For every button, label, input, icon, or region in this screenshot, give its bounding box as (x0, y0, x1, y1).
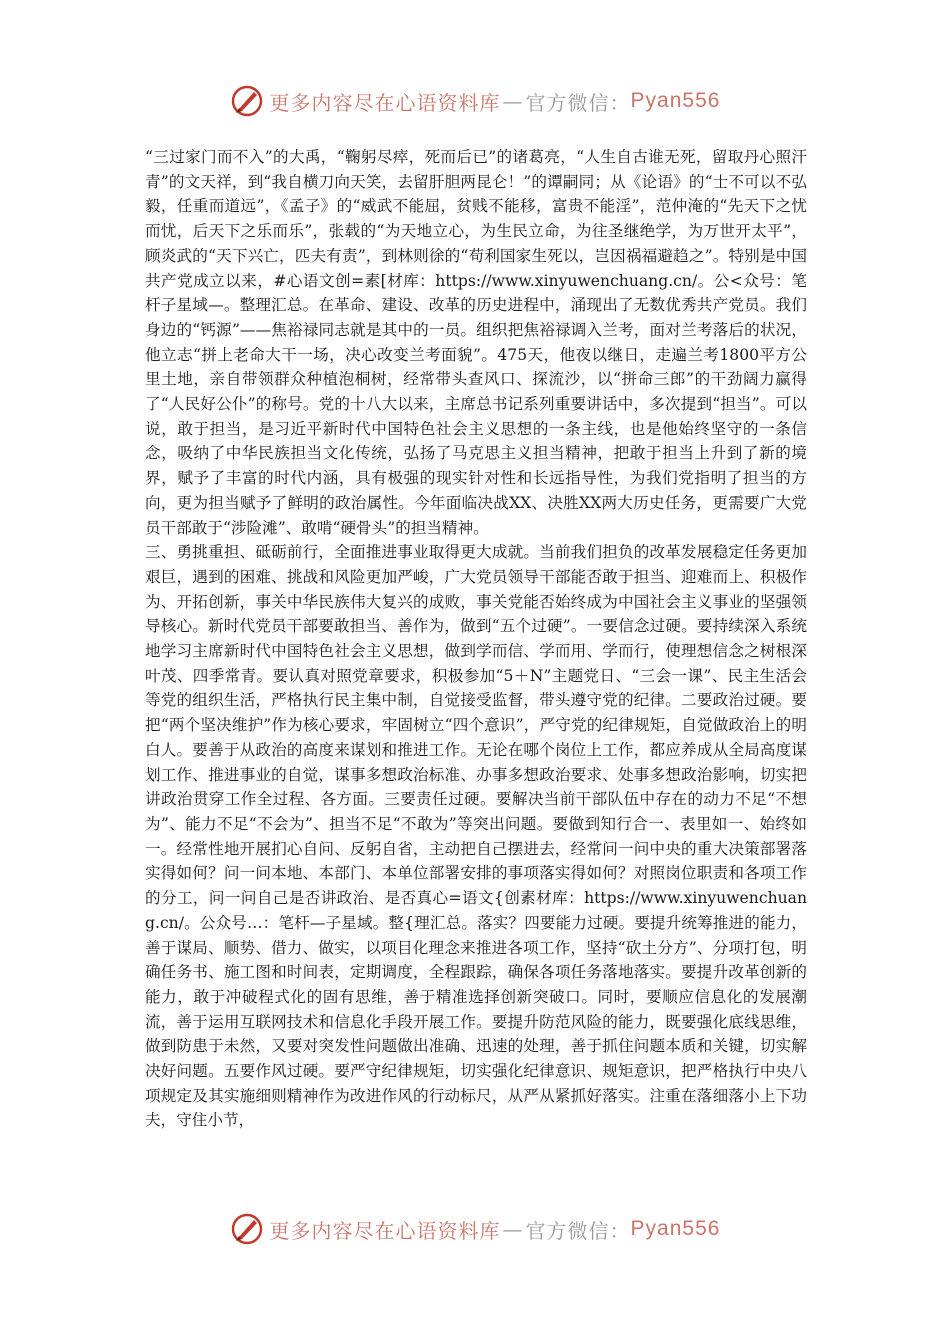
banner-label: 官方微信： (525, 1218, 631, 1243)
banner-label: 官方微信： (525, 90, 631, 115)
body-paragraph-1: “三过家门而不入”的大禹，“鞠躬尽瘁，死而后已”的诸葛亮，“人生自古谁无死，留取丹心照汗青”的文天祥，到“我自横刀向天笑，去留肝胆两昆仑！”的谭嗣同；从《论语》的“士不可以不弘毅，任重而道远”，《孟子》的“威武不能屈，贫贱不能移，富贵不能淫”，范仲淹的“先天下之忧而忧，后天下之乐而乐”，张载的“为天地立心，为生民立命，为往圣继绝学，为万世开太平”，顾炎武的“天下兴亡，匹夫有责”，到林则徐的“苟利国家生死以，岂因祸福避趋之”。特别是中国共产党成立以来，#心语文创=素[材库：https://www.xinyuwenchuang.cn/。公<众号：笔杆子星域—。整理汇总。在革命、建设、改革的历史进程中，涌现出了无数优秀共产党员。我们身边的“钙源”——焦裕禄同志就是其中的一员。组织把焦裕禄调入兰考，面对兰考落后的状况，他立志“拼上老命大干一场，决心改变兰考面貌”。475天，他夜以继日，走遍兰考1800平方公里土地，亲自带领群众种植泡桐树，经常带头查风口、探流沙，以“拼命三郎”的干劲阔力赢得了“人民好公仆”的称号。党的十八大以来，主席总书记系列重要讲话中，多次提到“担当”。可以说，敢于担当，是习近平新时代中国特色社会主义思想的一条主线，也是他始终坚守的一条信念，吸纳了中华民族担当文化传统，弘扬了马克思主义担当精神，把敢于担当上升到了新的境界，赋予了丰富的时代内涵，具有极强的现实针对性和长远指导性，为我们党指明了担当的方向，更为担当赋予了鲜明的政治属性。今年面临决战XX、决胜XX两大历史任务，更需要广大党员干部敢于“涉险滩”、敢啃“硬骨头”的担当精神。 (145, 148, 807, 537)
footer-banner (0, 1212, 950, 1246)
banner-handle: Pyan556 (630, 1217, 721, 1240)
banner-separator: — (502, 1217, 524, 1241)
quill-logo-icon (230, 84, 264, 118)
document-body (145, 145, 807, 1133)
quill-logo-icon (230, 1212, 264, 1246)
banner-text: 更多内容尽在心语资料库 (269, 90, 501, 115)
header-banner (0, 84, 950, 118)
banner-separator: — (502, 89, 524, 113)
banner-handle: Pyan556 (630, 89, 721, 112)
body-paragraph-2: 三、勇挑重担、砥砺前行，全面推进事业取得更大成就。当前我们担负的改革发展稳定任务更加艰巨，遇到的困难、挑战和风险更加严峻，广大党员领导干部能否敢于担当、迎难而上、积极作为、开拓创新，事关中华民族伟大复兴的成败，事关党能否始终成为中国社会主义事业的坚强领导核心。新时代党员干部要敢担当、善作为，做到“五个过硬”。一要信念过硬。要持续深入系统地学习主席新时代中国特色社会主义思想，做到学而信、学而用、学而行，使理想信念之树根深叶茂、四季常青。要认真对照党章要求，积极参加“5＋N”主题党日、“三会一课”、民主生活会等党的组织生活，严格执行民主集中制，自觉接受监督，带头遵守党的纪律。二要政治过硬。要把“两个坚决维护”作为核心要求，牢固树立“四个意识”，严守党的纪律规矩，自觉做政治上的明白人。要善于从政治的高度来谋划和推进工作。无论在哪个岗位上工作，都应养成从全局高度谋划工作、推进事业的自觉，谋事多想政治标准、办事多想政治要求、处事多想政治影响，切实把讲政治贯穿工作全过程、各方面。三要责任过硬。要解决当前干部队伍中存在的动力不足“不想为”、能力不足“不会为”、担当不足“不敢为”等突出问题。要做到知行合一、表里如一、始终如一。经常性地开展扪心自问、反躬自省，主动把自己摆进去，经常问一问中央的重大决策部署落实得如何？问一问本地、本部门、本单位部署安排的事项落实得如何？对照岗位职责和各项工作的分工，问一问自己是否讲政治、是否真心=语文{创素材库：https://www.xinyuwenchuang.cn/。公众号…：笔杆—子星域。整{理汇总。落实？四要能力过硬。要提升统筹推进的能力，善于谋局、顺势、借力、做实，以项目化理念来推进各项工作，坚持“砍土分方”、分项打包，明确任务书、施工图和时间表，定期调度，全程跟踪，确保各项任务落地落实。要提升改革创新的能力，敢于冲破程式化的固有思维，善于精准选择创新突破口。同时，要顺应信息化的发展潮流，善于运用互联网技术和信息化手段开展工作。要提升防范风险的能力，既要强化底线思维，做到防患于未然，又要对突发性问题做出准确、迅速的处理，善于抓住问题本质和关键，切实解决好问题。五要作风过硬。要严守纪律规矩，切实强化纪律意识、规矩意识，把严格执行中央八项规定及其实施细则精神作为改进作风的行动标尺，从严从紧抓好落实。注重在落细落小上下功夫，守住小节， (145, 543, 807, 1130)
banner-text: 更多内容尽在心语资料库 (269, 1218, 501, 1243)
